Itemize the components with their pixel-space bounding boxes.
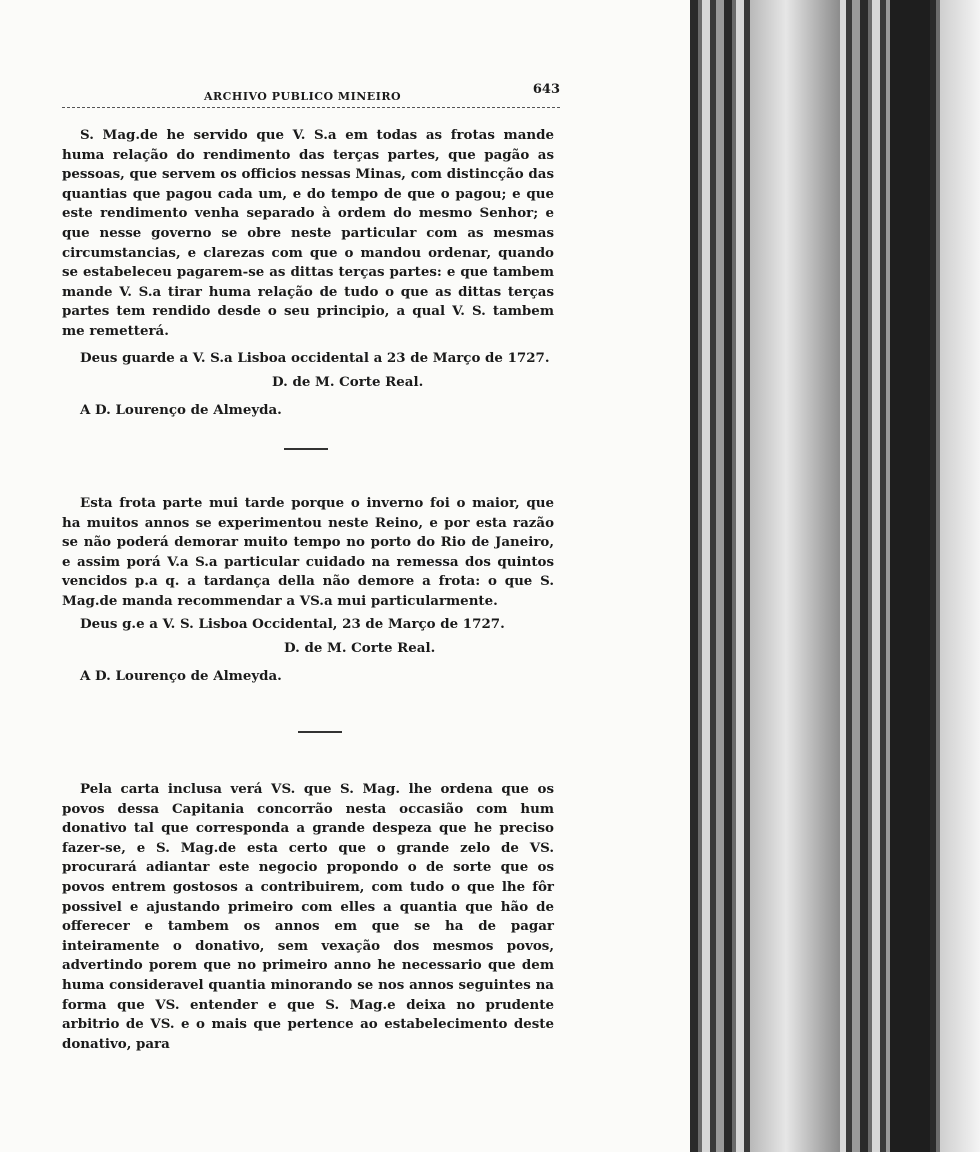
letter-2-addressee: A D. Lourenço de Almeyda.	[80, 667, 282, 684]
letter-1-addressee: A D. Lourenço de Almeyda.	[80, 401, 282, 418]
letter-2-closing: Deus g.e a V. S. Lisboa Occidental, 23 de Março de 1727.	[80, 615, 505, 632]
binding-dark-strip	[890, 0, 930, 1152]
letter-1-closing: Deus guarde a V. S.a Lisboa occidental a 23 de Março de 1727.	[80, 349, 550, 366]
binding-page-edge	[940, 0, 980, 1152]
page-number: 643	[532, 82, 560, 97]
running-title: ARCHIVO PUBLICO MINEIRO	[204, 90, 402, 103]
letter-3	[62, 780, 554, 1054]
letter-2-signature: D. de M. Corte Real.	[284, 639, 436, 656]
binding-light-strip	[750, 0, 840, 1152]
letter-1-signature: D. de M. Corte Real.	[272, 373, 424, 390]
page-header	[62, 78, 560, 108]
section-separator	[284, 448, 328, 450]
letter-1	[62, 126, 554, 422]
letter-3-body: Pela carta inclusa verá VS. que S. Mag. lhe ordena que os povos dessa Capitania concorrão nesta occasião com hum donativo tal que corresponda a grande despeza que he preciso fazer-se, e S. Mag.de esta certo que o grande zelo de VS. procurará adiantar este negocio propondo o de sorte que os povos entrem gostosos a contribuirem, com tudo o que lhe fôr possivel e ajustando primeiro com elles a quantia que hão de offerecer e tambem os annos em que se ha de pagar inteiramente o donativo, sem vexação dos mesmos povos, advertindo porem que no primeiro anno he necessario que dem huma consideravel quantia minorando se nos annos seguintes na forma que VS. entender e que S. Mag.e deixa no prudente arbitrio de VS. e o mais que pertence ao estabelecimento deste donativo, para	[62, 781, 554, 1052]
letter-2	[62, 494, 554, 688]
letter-1-body: S. Mag.de he servido que V. S.a em todas as frotas mande huma relação do rendimento das terças partes, que pagão as pessoas, que servem os officios nessas Minas, com distincção das quantias que pagou cada um, e do tempo de que o pagou; e que este rendimento venha separado à ordem do mesmo Senhor; e que nesse governo se obre neste particular com as mesmas circumstancias, e clarezas com que o mandou ordenar, quando se estabeleceu pagarem-se as dittas terças partes: e que tambem mande V. S.a tirar huma relação de tudo o que as dittas terças partes tem rendido desde o seu principio, a qual V. S. tambem me remetterá.	[62, 127, 554, 339]
section-separator	[298, 731, 342, 733]
header-rule	[62, 107, 560, 108]
letter-2-body: Esta frota parte mui tarde porque o inverno foi o maior, que ha muitos annos se experimentou neste Reino, e por esta razão se não poderá demorar muito tempo no porto do Rio de Janeiro, e assim porá V.a S.a particular cuidado na remessa dos quintos vencidos p.a q. a tardança della não demore a frota: o que S. Mag.de manda recommendar a VS.a mui particularmente.	[62, 495, 554, 609]
book-binding-edge	[690, 0, 980, 1152]
